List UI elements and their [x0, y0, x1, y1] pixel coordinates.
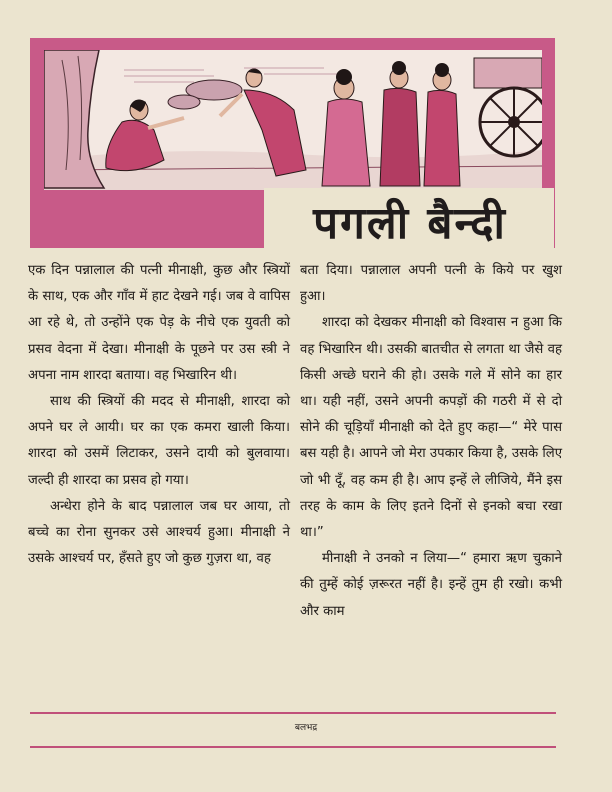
left-column	[28, 258, 290, 572]
paragraph: एक दिन पन्नालाल की पत्नी मीनाक्षी, कुछ और स्त्रियों के साथ, एक और गाँव में हाट देखने गई। जब वे वापिस आ रहे थे, तो उन्होंने एक पेड़ के नीचे एक युवती को प्रसव वेदना में देखा। मीनाक्षी के पूछने पर उस स्त्री ने अपना नाम शारदा बताया। वह भिखारिन थी।	[28, 263, 290, 383]
paragraph: साथ की स्त्रियों की मदद से मीनाक्षी, शारदा को अपने घर ले आयी। घर का एक कमरा खाली किया। शारदा को उसमें लिटाकर, उसने दायी को बुलवाया। जल्दी ही शारदा का प्रसव हो गया।	[28, 394, 290, 488]
paragraph: मीनाक्षी ने उनको न लिया—“ हमारा ऋण चुकाने की तुम्हें कोई ज़रूरत नहीं है। इन्हें तुम ही रखो। कभी और काम	[300, 551, 562, 619]
story-title: पगली बैन्दी	[313, 198, 507, 249]
banner-strip	[44, 190, 264, 222]
footer-page-label: बलभद्र	[294, 723, 318, 733]
footer-rule-top	[30, 712, 556, 714]
illustration-svg	[44, 50, 542, 190]
story-illustration	[44, 50, 542, 190]
right-column	[300, 258, 562, 625]
paragraph: शारदा को देखकर मीनाक्षी को विश्वास न हुआ कि वह भिखारिन थी। उसकी बातचीत से लगता था जैसे वह किसी अच्छे घराने की हो। उसके गले में सोने का हार था। यही नहीं, उसने अपनी कपड़ों की गठरी में से दो सोने की चूड़ियाँ मीनाक्षी को देते हुए कहा—“ मेरे पास बस यही है। आपने जो मेरा उपकार किया है, उसके लिए जो भी दूँ, वह कम ही है। आप इन्हें ले लीजिये, मैंने इस तरह के काम के लिए इतने दिनों से इनको बचा रखा था।”	[300, 315, 562, 541]
paragraph: अन्धेरा होने के बाद पन्नालाल जब घर आया, तो बच्चे का रोना सुनकर उसे आश्चर्य हुआ। मीनाक्षी ने उसके आश्चर्य पर, हँसते हुए जो कुछ गुज़रा था, वह	[28, 498, 290, 567]
paragraph: बता दिया। पन्नालाल अपनी पत्नी के किये पर खुश हुआ।	[300, 263, 562, 305]
footer-rule-bottom	[30, 746, 556, 748]
